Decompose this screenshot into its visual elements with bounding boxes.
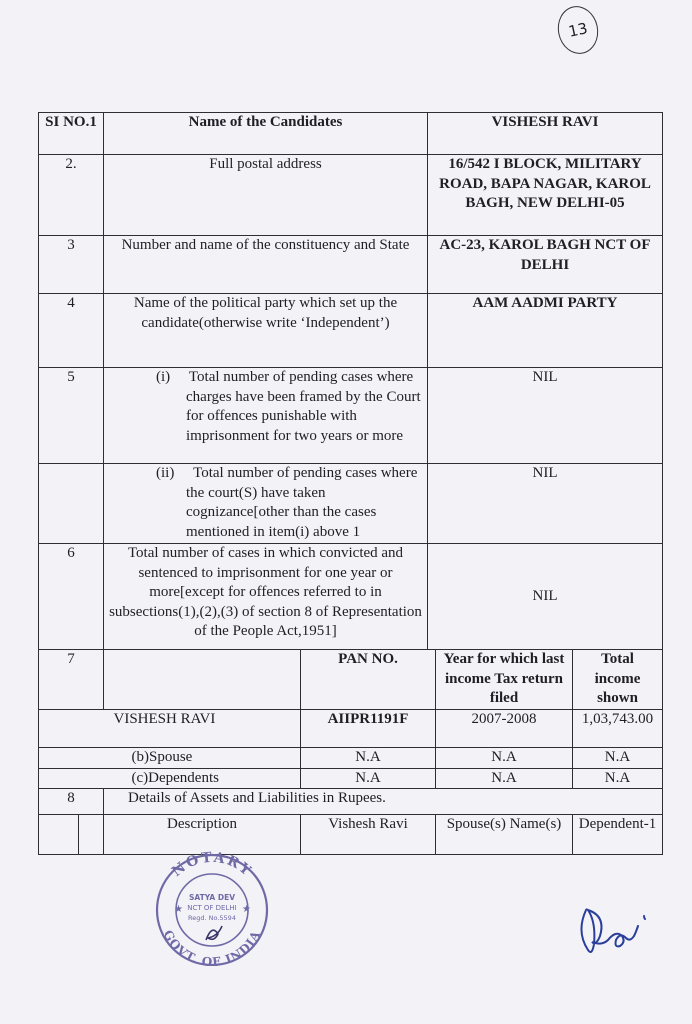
pan-value: AIIPR1191F: [301, 710, 436, 748]
income-row-candidate: [39, 710, 663, 748]
convictions-value: NIL: [428, 544, 663, 650]
seal-star-right: ★: [242, 904, 251, 915]
seal-line3: Regd. No.5594: [188, 914, 236, 922]
constituency-row: [39, 236, 663, 294]
seal-top-text: NOTARY: [169, 849, 256, 881]
assets-title-row: [39, 789, 663, 815]
empty-cell: [39, 710, 104, 748]
row-label: Total number of cases in which convicted and sentenced to imprisonment for one year or more[except for offences referred to in subsections(1),(2),(3) of section 8 of Representation of the People Act,1951]: [104, 544, 428, 650]
seal-line1: SATYA DEV: [188, 893, 236, 902]
assets-title: Details of Assets and Liabilities in Rupees.: [104, 789, 663, 815]
label-text: Total number of pending cases where charges have been framed by the Court for offences punishable with imprisonment for two years or more: [186, 369, 421, 444]
label-text: Total number of pending cases where the court(S) have taken cognizance[other than the cases mentioned in item(i) above 1: [186, 465, 418, 540]
pending-cases-i-row: [39, 368, 663, 464]
row-number: 4: [39, 294, 104, 368]
pending-cases-ii-value: NIL: [428, 464, 663, 544]
total-income-value: N.A: [573, 748, 663, 769]
income-row-dependents: [39, 768, 663, 789]
empty-cell: [79, 815, 104, 855]
empty-cell: [104, 650, 301, 710]
party-value: AAM AADMI PARTY: [428, 294, 663, 368]
row-label: Number and name of the constituency and State: [104, 236, 428, 294]
dependent-header: Dependent-1: [573, 815, 663, 855]
row-number: 8: [39, 789, 104, 815]
affidavit-table: [38, 112, 663, 855]
seal-star-left: ★: [174, 904, 183, 915]
address-row: [39, 155, 663, 236]
row-label: [104, 368, 428, 464]
row-number: 6: [39, 544, 104, 650]
year-value: N.A: [436, 768, 573, 789]
year-value: N.A: [436, 748, 573, 769]
year-header: Year for which last income Tax return filed: [436, 650, 573, 710]
row-number: 2.: [39, 155, 104, 236]
empty-cell: [39, 768, 104, 789]
signature: [572, 896, 658, 962]
constituency-value: AC-23, KAROL BAGH NCT OF DELHI: [428, 236, 663, 294]
sub-label: (i): [156, 369, 171, 385]
pending-cases-i-value: NIL: [428, 368, 663, 464]
year-value: 2007-2008: [436, 710, 573, 748]
seal-line2: NCT OF DELHI: [187, 904, 237, 912]
pan-value: N.A: [301, 768, 436, 789]
candidate-name: VISHESH RAVI: [428, 113, 663, 155]
total-income-value: N.A: [573, 768, 663, 789]
income-header-row: [39, 650, 663, 710]
total-income-header: Total income shown: [573, 650, 663, 710]
income-name: (b)Spouse: [104, 748, 301, 769]
pending-cases-ii-row: [39, 464, 663, 544]
party-row: [39, 294, 663, 368]
postal-address: 16/542 I BLOCK, MILITARY ROAD, BAPA NAGAR, KAROL BAGH, NEW DELHI-05: [428, 155, 663, 236]
svg-text:GOVT. OF INDIA: [161, 928, 264, 966]
income-row-spouse: [39, 748, 663, 769]
row-label: [104, 464, 428, 544]
pan-value: N.A: [301, 748, 436, 769]
total-income-value: 1,03,743.00: [573, 710, 663, 748]
page-number: 13: [553, 2, 602, 57]
sub-label: (ii): [156, 465, 175, 481]
seal-bottom-text: GOVT. OF INDIA: [160, 927, 264, 966]
row-number: 7: [39, 650, 104, 710]
seal-initial-mark: [206, 926, 222, 940]
empty-cell: [39, 815, 79, 855]
description-header: Description: [104, 815, 301, 855]
empty-cell: [39, 748, 104, 769]
spouse-header: Spouse(s) Name(s): [436, 815, 573, 855]
pan-header: PAN NO.: [301, 650, 436, 710]
row-label: Full postal address: [104, 155, 428, 236]
row-label: Name of the political party which set up the candidate(otherwise write ‘Independent’): [104, 294, 428, 368]
income-name: VISHESH RAVI: [104, 710, 301, 748]
empty-cell: [39, 464, 104, 544]
signature-text: Ravi: [652, 958, 654, 959]
svg-text:NOTARY: [169, 850, 255, 881]
row-number: 3: [39, 236, 104, 294]
convictions-row: [39, 544, 663, 650]
income-name: (c)Dependents: [104, 768, 301, 789]
notary-seal-stamp: [146, 848, 278, 966]
assets-header-row: [39, 815, 663, 855]
self-header: Vishesh Ravi: [301, 815, 436, 855]
sl-header: SI NO.1: [39, 113, 104, 155]
name-label: Name of the Candidates: [104, 113, 428, 155]
header-row: [39, 113, 663, 155]
row-number: 5: [39, 368, 104, 464]
